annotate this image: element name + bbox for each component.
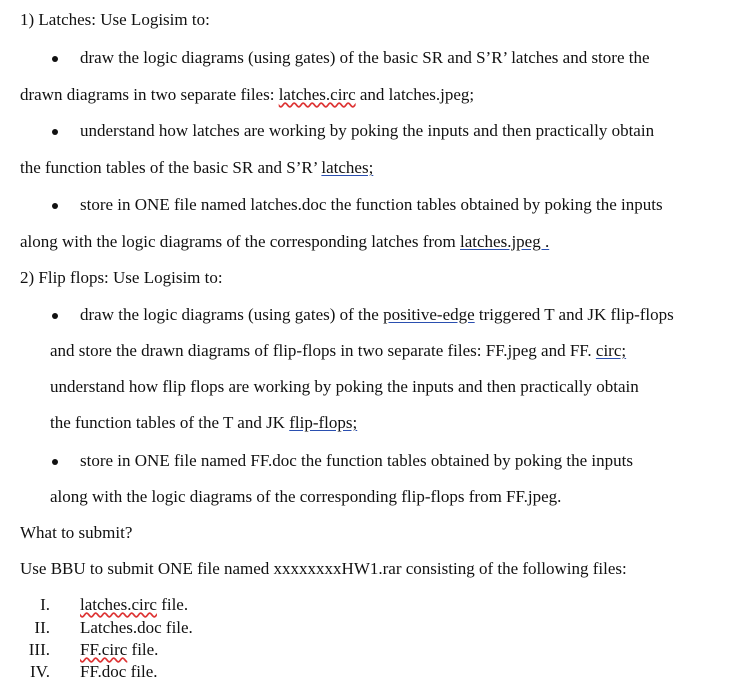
submit-question: What to submit? — [20, 523, 133, 542]
item-number: IV. — [30, 662, 50, 681]
s2-bullet2-line2: along with the logic diagrams of the corresponding flip-flops from FF.jpeg. — [50, 487, 562, 506]
item-number: I. — [40, 595, 50, 614]
s2-bullet1-line3: understand how flip flops are working by poking the inputs and then practically obtain — [50, 377, 639, 396]
s1-bullet2-line1: understand how latches are working by poking the inputs and then practically obtain — [80, 121, 655, 140]
list-item: Latches.doc file. — [80, 618, 193, 637]
s1-bullet1-line1: draw the logic diagrams (using gates) of the basic SR and S’R’ latches and store the — [80, 48, 650, 67]
item-number: II. — [34, 618, 50, 637]
word-latches: latches; — [321, 158, 374, 177]
section2-heading: 2) Flip flops: Use Logisim to: — [20, 268, 223, 287]
s1-bullet2-line2: the function tables of the basic SR and S’R’ latches; — [20, 158, 374, 177]
bullet — [52, 313, 58, 319]
bullet — [52, 129, 58, 135]
s1-bullet3-line1: store in ONE file named latches.doc the function tables obtained by poking the inputs — [80, 195, 663, 214]
s2-bullet1-line2: and store the drawn diagrams of flip-flops in two separate files: FF.jpeg and FF. circ; — [50, 341, 627, 360]
word-positive-edge: positive-edge — [383, 305, 475, 324]
list-item: FF.doc file. — [80, 662, 158, 681]
bullet — [52, 459, 58, 465]
submit-instruction: Use BBU to submit ONE file named xxxxxxxxHW1.rar consisting of the following files: — [20, 559, 627, 578]
section1-heading: 1) Latches: Use Logisim to: — [20, 10, 210, 29]
list-item: FF.circ file. — [80, 640, 159, 659]
s1-bullet3-line2: along with the logic diagrams of the corresponding latches from latches.jpeg . — [20, 232, 550, 251]
s2-bullet2-line1: store in ONE file named FF.doc the function tables obtained by poking the inputs — [80, 451, 633, 470]
word-flip-flops: flip-flops; — [289, 413, 358, 432]
bullet — [52, 203, 58, 209]
s2-bullet1-line1: draw the logic diagrams (using gates) of the positive-edge triggered T and JK flip-flops — [80, 305, 674, 324]
word-circ: circ; — [595, 341, 627, 360]
item-number: III. — [28, 640, 50, 659]
filename-latches-jpeg: latches.jpeg . — [460, 232, 550, 251]
bullet — [52, 56, 58, 62]
filename-latches-circ: latches.circ — [278, 85, 356, 104]
s1-bullet1-line2: drawn diagrams in two separate files: latches.circ and latches.jpeg; — [20, 85, 475, 104]
list-item: latches.circ file. — [80, 595, 189, 614]
s2-bullet1-line4: the function tables of the T and JK flip-flops; — [50, 413, 358, 432]
